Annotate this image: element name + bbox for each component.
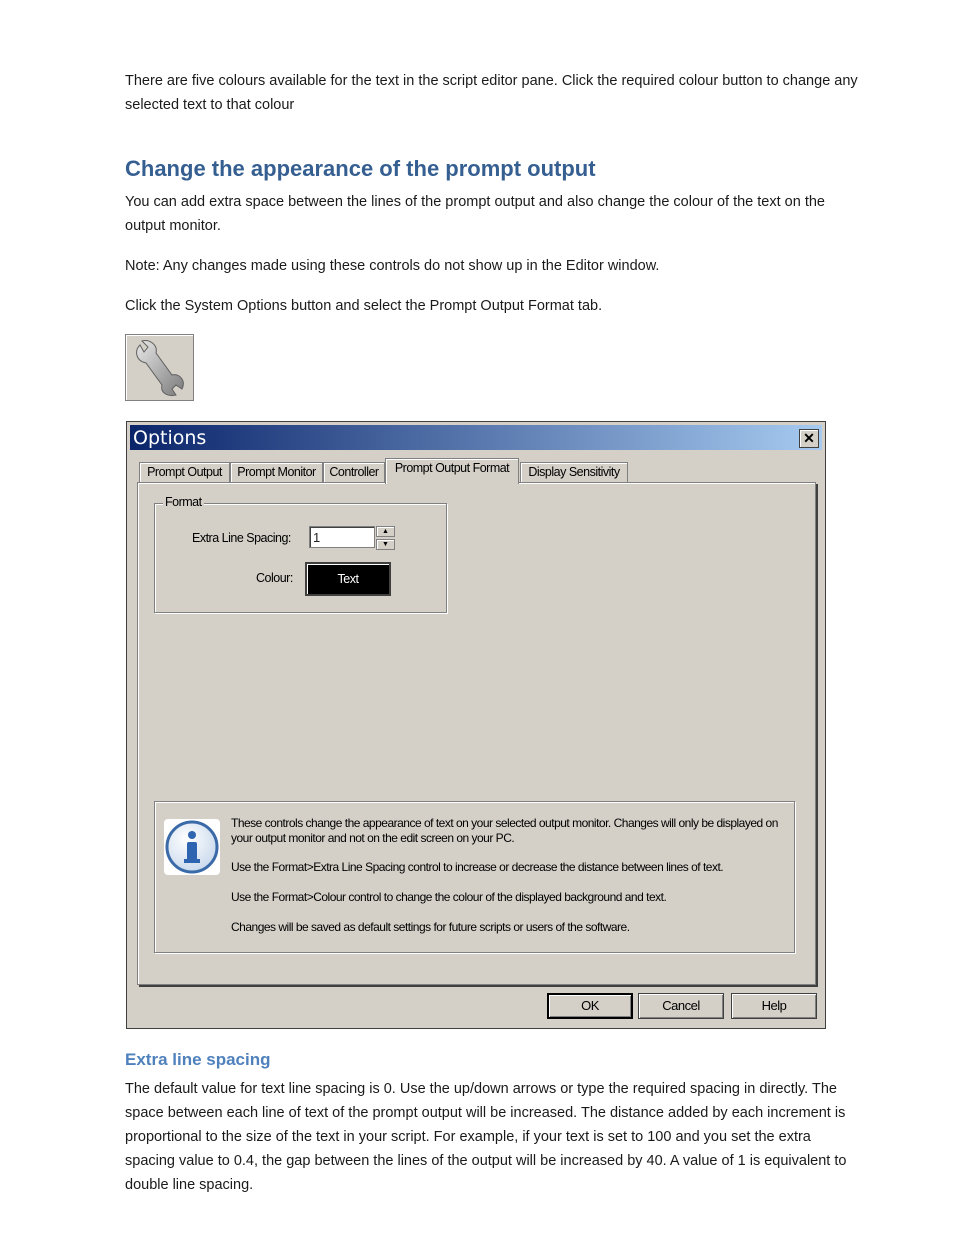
system-options-button[interactable]	[125, 334, 194, 401]
info-text-2: Use the Format>Extra Line Spacing control to increase or decrease the distance between lines of text.	[231, 860, 724, 874]
wrench-icon	[126, 335, 193, 400]
intro-paragraph: There are five colours available for the text in the script editor pane. Click the required colour button to change any selected text to that colour	[125, 73, 858, 113]
spacing-label: Extra Line Spacing:	[192, 531, 291, 545]
note-paragraph: Note: Any changes made using these controls do not show up in the Editor window.	[125, 258, 660, 274]
info-box	[154, 801, 795, 953]
tab-display-sensitivity[interactable]: Display Sensitivity	[520, 462, 628, 483]
dialog-titlebar[interactable]	[130, 425, 822, 450]
section-paragraph: You can add extra space between the lines of the prompt output and also change the colour of the text on the output monitor.	[125, 194, 825, 234]
info-text-4: Changes will be saved as default settings for future scripts or users of the software.	[231, 920, 630, 934]
spin-down-button[interactable]: ▼	[376, 539, 395, 550]
section-heading: Change the appearance of the prompt output	[125, 156, 596, 181]
options-dialog	[126, 421, 826, 1029]
tab-controller[interactable]: Controller	[323, 462, 385, 483]
tab-prompt-output-format[interactable]: Prompt Output Format	[385, 458, 519, 484]
tab-prompt-output[interactable]: Prompt Output	[139, 462, 230, 483]
colour-label: Colour:	[256, 571, 293, 585]
dialog-title: Options	[133, 427, 207, 449]
cancel-button[interactable]: Cancel	[638, 993, 724, 1019]
format-group	[154, 495, 447, 613]
tab-panel	[137, 482, 816, 985]
ok-button[interactable]: OK	[547, 993, 633, 1019]
tab-prompt-monitor[interactable]: Prompt Monitor	[230, 462, 323, 483]
colour-button[interactable]: Text	[305, 562, 391, 596]
info-text-3: Use the Format>Colour control to change the colour of the displayed background and text.	[231, 890, 667, 904]
format-group-title: Format	[165, 495, 202, 509]
help-button[interactable]: Help	[731, 993, 817, 1019]
spacing-input[interactable]: 1	[309, 526, 375, 548]
subsection-heading: Extra line spacing	[125, 1050, 271, 1069]
info-icon	[164, 819, 220, 875]
spacing-paragraph: The default value for text line spacing is 0. Use the up/down arrows or type the required spacing in directly. The space between each line of text of the prompt output will be increased. The distance added by each increment is proportional to the size of the text in your script. For example, if your text is set to 100 and you set the extra spacing value to 0.4, the gap between the lines of the output will be increased by 40. A value of 1 is equivalent to double line spacing.	[125, 1081, 847, 1193]
spin-up-button[interactable]: ▲	[376, 526, 395, 537]
instruction-paragraph: Click the System Options button and select the Prompt Output Format tab.	[125, 298, 603, 314]
info-text-1: These controls change the appearance of text on your selected output monitor. Changes will only be displayed on your output monitor and not on the edit screen on your PC.	[231, 816, 778, 845]
close-button[interactable]: ✕	[799, 429, 819, 448]
spacing-stepper	[376, 526, 395, 550]
